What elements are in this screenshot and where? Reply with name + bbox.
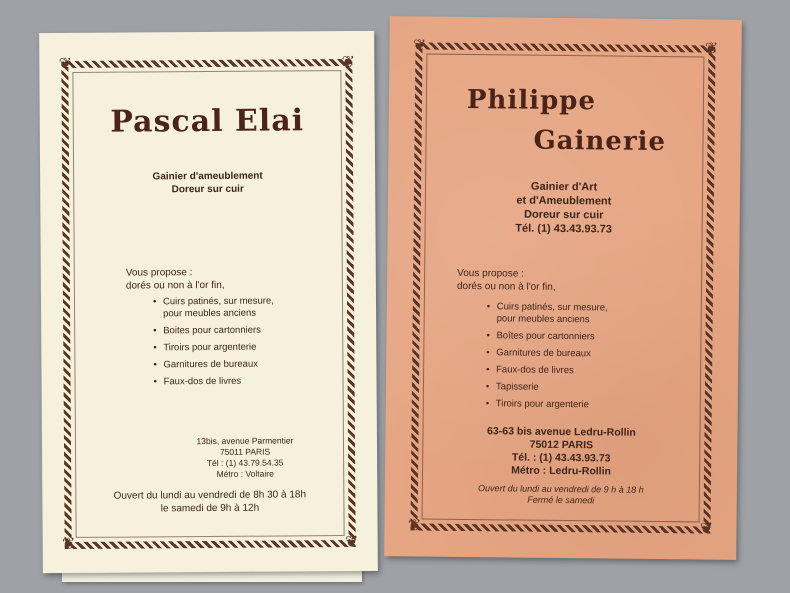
corner-ornament-icon: ❦ xyxy=(341,53,356,72)
list-item: • Boites pour cartonniers xyxy=(153,324,261,337)
list-item: • Tapisserie xyxy=(485,381,539,393)
opening-hours: Ouvert du lundi au vendredi de 8h 30 à 18h le samedi de 9h à 12h xyxy=(113,489,307,515)
business-name-line1: Philippe xyxy=(466,84,597,117)
list-item: • Garnitures de bureaux xyxy=(486,347,591,360)
list-item: • Garnitures de bureaux xyxy=(153,358,259,371)
list-item: • Faux-dos de livres xyxy=(153,375,242,388)
list-item: • Faux-dos de livres xyxy=(486,364,574,377)
address-block: 63-63 bis avenue Ledru-Rollin 75012 PARIS Tél. : (1) 43.43.93.73 Métro : Ledru-Rollin xyxy=(487,425,636,478)
business-name: Pascal Elai xyxy=(110,103,305,140)
list-item: • Tiroirs pour argenterie xyxy=(485,398,589,411)
business-name-line2: Gainerie xyxy=(533,125,667,158)
corner-ornament-icon: ❦ xyxy=(412,37,427,55)
list-item: • Tiroirs pour argenterie xyxy=(153,341,257,354)
list-item: • Boîtes pour cartonniers xyxy=(486,330,595,343)
list-item: • Cuirs patinés, sur mesure, pour meubles anciens xyxy=(152,295,274,320)
philippe-gainerie-card xyxy=(384,16,742,560)
subtitle: Gainier d'Art et d'Ameublement Doreur sur cuir Tél. (1) 43.43.93.73 xyxy=(515,180,612,236)
services-list xyxy=(486,301,608,416)
corner-ornament-icon: ❦ xyxy=(699,520,714,538)
subtitle: Gainier d'ameublement Doreur sur cuir xyxy=(152,170,263,196)
pascal-elai-card xyxy=(39,31,378,573)
corner-ornament-icon: ❦ xyxy=(704,40,719,58)
intro-text: Vous propose : dorés ou non à l'or fin, xyxy=(125,267,225,292)
address-block: 13bis, avenue Parmentier 75011 PARIS Tél : (1) 43.79.54.35 Métro : Voltaire xyxy=(196,435,294,479)
intro-text: Vous propose : dorés ou non à l'or fin, xyxy=(456,267,556,293)
corner-ornament-icon: ❦ xyxy=(344,533,359,552)
list-item: • Cuirs patinés, sur mesure, pour meubles anciens xyxy=(486,301,608,326)
opening-hours: Ouvert du lundi au vendredi de 9 h à 18 h Fermé le samedi xyxy=(478,483,644,506)
corner-ornament-icon: ❦ xyxy=(407,517,422,535)
corner-ornament-icon: ❦ xyxy=(61,535,76,554)
corner-ornament-icon: ❦ xyxy=(58,55,73,74)
services-list xyxy=(153,296,275,394)
